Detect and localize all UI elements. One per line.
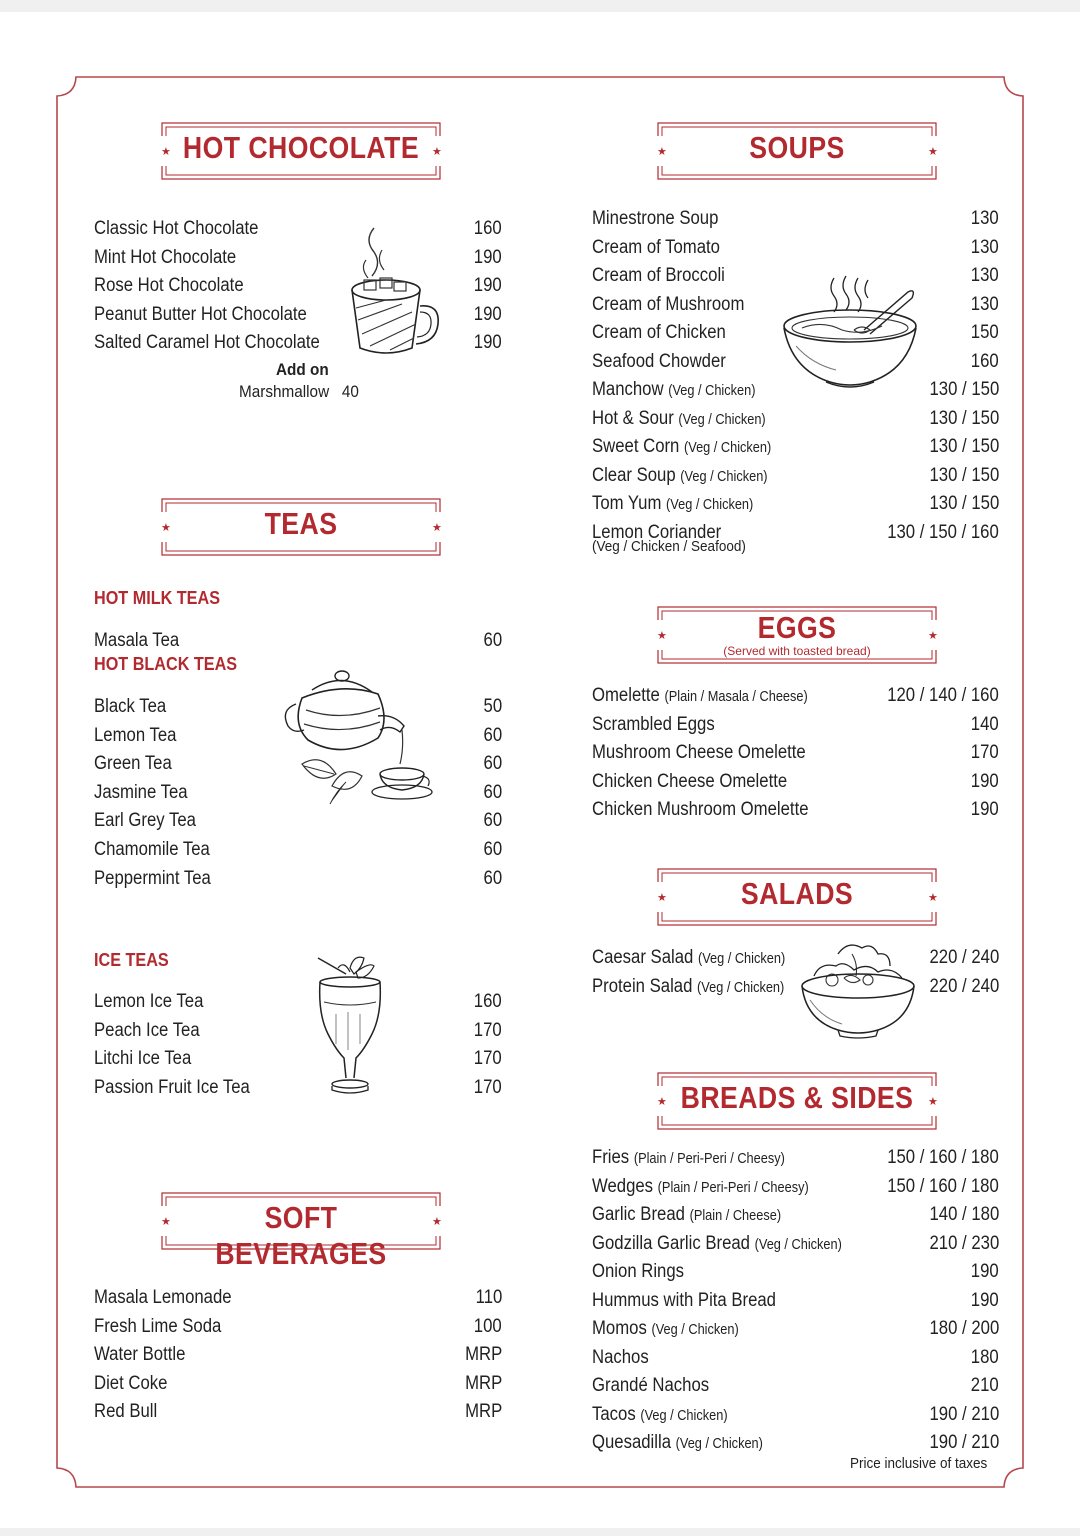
menu-item-row [592,1288,999,1314]
menu-item-name [94,1018,200,1044]
menu-item-name [94,628,179,654]
svg-text:★: ★ [657,1095,667,1108]
menu-item-title: Red Bull [94,1401,158,1423]
menu-item-name [94,1046,191,1072]
menu-item-title: Masala Tea [94,630,180,651]
menu-item-name [592,1202,781,1229]
menu-item-name [592,1288,776,1315]
menu-item-row [94,837,502,863]
menu-item-options: (Veg / Chicken) [640,1407,728,1424]
menu-item-name [94,1371,167,1397]
hot-milk-teas-label: HOT MILK TEAS [94,588,220,608]
menu-item-price: 190 [474,246,502,268]
menu-item-price: 130 / 150 / 160 [887,521,999,543]
menu-item-title: Classic Hot Chocolate [94,218,259,239]
teapot-icon [282,664,442,808]
menu-item-title: Fries [592,1147,630,1168]
menu-item-title: Cream of Chicken [592,322,726,343]
menu-item-price: 210 [971,1375,999,1396]
menu-item-name [592,1174,809,1201]
section-title: SALADS [740,876,854,911]
menu-item-row [592,1373,999,1399]
menu-item-price: 210 / 230 [929,1232,999,1254]
menu-item-name [592,206,718,233]
menu-item-name [592,463,768,490]
menu-item-name [94,1399,157,1425]
breads-sides-heading [654,1072,940,1130]
section-subtitle: (Served with toasted bread) [723,644,871,658]
footer-note: Price inclusive of taxes [850,1455,988,1472]
menu-item-row [94,1342,502,1368]
menu-item-name [592,1345,649,1372]
menu-item-row [592,683,999,709]
menu-item-row [592,1145,999,1171]
menu-item-row [592,463,999,489]
menu-item-price: 130 [971,236,999,258]
menu-item-name [592,491,753,518]
menu-item-title: Water Bottle [94,1344,186,1366]
svg-text:★: ★ [161,521,171,534]
menu-item-price: 60 [483,724,502,746]
menu-item-title: Fresh Lime Soda [94,1315,222,1337]
menu-item-title: Wedges [592,1175,654,1197]
menu-item-title: Peach Ice Tea [94,1019,200,1041]
soft-beverages-heading [158,1192,444,1271]
menu-item-price: 220 / 240 [929,947,999,968]
menu-item-title: Caesar Salad [592,947,694,968]
menu-item-title: Mushroom Cheese Omelette [592,742,806,764]
menu-item-name [592,263,725,290]
menu-item-options: (Veg / Chicken) [697,979,785,996]
menu-item-title: Garlic Bread [592,1204,685,1225]
menu-item-row [592,1231,999,1257]
menu-item-name [94,1314,221,1340]
menu-item-price: 130 / 150 [929,493,999,514]
section-title: TEAS [264,506,338,541]
menu-item-options: (Veg / Chicken) [680,468,768,485]
menu-item-title: Onion Rings [592,1261,685,1282]
menu-item-row [592,1345,999,1371]
menu-item-title: Hummus with Pita Bread [592,1289,776,1311]
menu-item-price: 60 [483,781,502,803]
menu-item-row [94,1018,502,1044]
menu-item-options: (Veg / Chicken) [668,383,756,399]
menu-item-title: Godzilla Garlic Bread [592,1232,750,1254]
menu-item-row [94,1075,502,1101]
menu-item-price: 150 / 160 / 180 [887,1147,999,1168]
addon-item-name: Marshmallow [239,382,330,401]
menu-item-name [592,945,785,972]
menu-item-title: Momos [592,1318,647,1339]
menu-item-title: Omelette [592,685,660,706]
menu-item-price: 130 / 150 [929,464,999,486]
section-title: HOT CHOCOLATE [182,130,420,165]
menu-item-row [94,628,502,654]
menu-item-title: Cream of Tomato [592,236,720,258]
menu-item-options: (Plain / Peri-Peri / Cheesy) [657,1179,809,1196]
menu-item-name [592,683,808,710]
menu-item-name [592,769,787,796]
menu-item-row [592,406,999,432]
menu-item-name [592,797,809,824]
menu-item-name [94,1342,185,1368]
menu-item-price: 160 [474,991,502,1012]
menu-item-name [94,216,258,242]
menu-item-title: Manchow [592,379,664,400]
svg-text:★: ★ [928,891,938,904]
menu-item-row [592,945,999,971]
menu-item-row [592,769,999,795]
menu-item-row [592,740,999,766]
svg-text:★: ★ [432,1215,442,1228]
svg-text:★: ★ [657,145,667,158]
menu-item-options: (Veg / Chicken) [651,1322,739,1338]
svg-text:★: ★ [928,145,938,158]
menu-item-row [592,1174,999,1200]
menu-item-row [94,1399,502,1425]
menu-item-title: Sweet Corn [592,436,680,457]
teas-heading [158,498,444,556]
menu-item-row [94,1285,502,1311]
svg-text:★: ★ [657,629,667,642]
menu-item-name [592,406,766,433]
menu-item-row [94,866,502,892]
menu-item-title: Lemon Coriander [592,521,722,543]
menu-item-price: 190 [474,332,502,354]
menu-page [0,12,1080,1528]
menu-item-options: (Veg / Chicken) [697,951,786,967]
menu-item-price: 60 [483,753,502,775]
menu-item-title: Lemon Tea [94,724,177,746]
ice-tea-glass-icon [316,954,386,1100]
menu-item-row [94,808,502,834]
menu-item-name [94,694,166,720]
menu-item-title: Seafood Chowder [592,350,726,372]
menu-item-price: 190 [971,1261,999,1282]
menu-item-title: Jasmine Tea [94,781,188,803]
menu-item-price: 60 [483,630,502,651]
menu-item-price: 130 [971,293,999,315]
menu-item-options: (Plain / Cheese) [689,1208,782,1224]
menu-item-price: 170 [474,1019,502,1041]
salad-bowl-icon [798,940,918,1040]
menu-item-row [94,989,502,1015]
hot-black-teas-label: HOT BLACK TEAS [94,654,238,674]
menu-item-title: Protein Salad [592,975,693,997]
menu-item-name [94,723,176,749]
menu-item-row [94,1046,502,1072]
menu-item-name [592,1430,763,1457]
menu-item-name [592,235,720,262]
menu-item-title: Diet Coke [94,1372,168,1394]
menu-item-name [94,989,203,1015]
menu-item-price: 120 / 140 / 160 [887,685,999,706]
menu-item-price: 190 [971,799,999,821]
menu-item-title: Salted Caramel Hot Chocolate [94,332,320,354]
menu-item-price: 130 / 150 [929,407,999,429]
addon-item [239,382,359,402]
menu-item-name [94,808,196,834]
menu-item-title: Chamomile Tea [94,839,210,860]
menu-item-name [592,377,755,404]
menu-item-row [592,491,999,517]
menu-item-name [94,302,307,328]
menu-item-name [592,349,726,376]
menu-item-row [592,1316,999,1342]
menu-item-price: 130 / 150 [929,436,999,457]
menu-item-title: Masala Lemonade [94,1287,232,1308]
soups-heading [654,122,940,180]
addon-label: Add on [276,360,329,379]
menu-item-row [592,712,999,738]
menu-item-name [592,712,715,739]
hot-chocolate-mug-icon [346,220,446,370]
menu-item-row [592,1259,999,1285]
lemon-coriander-options: (Veg / Chicken / Seafood) [592,538,746,555]
menu-item-name [592,320,726,347]
menu-item-name [592,1402,728,1429]
menu-item-title: Earl Grey Tea [94,810,196,832]
menu-item-title: Clear Soup [592,464,676,486]
menu-item-price: 140 [971,713,999,735]
menu-item-price: 170 [971,742,999,764]
menu-item-name [94,1075,250,1101]
svg-text:★: ★ [161,1215,171,1228]
menu-item-options: (Veg / Chicken) [754,1236,842,1253]
menu-item-row [592,974,999,1000]
svg-text:★: ★ [657,891,667,904]
menu-item-price: 220 / 240 [929,975,999,997]
menu-item-price: 130 [971,208,999,229]
menu-item-price: 160 [971,350,999,372]
menu-item-row [592,1430,999,1456]
menu-item-name [94,866,211,892]
menu-item-title: Minestrone Soup [592,208,719,229]
menu-item-price: 190 [474,275,502,297]
menu-item-options: (Veg / Chicken) [684,440,772,456]
menu-item-price: 60 [483,839,502,860]
menu-item-title: Litchi Ice Tea [94,1048,192,1070]
menu-item-title: Nachos [592,1346,649,1368]
menu-item-name [592,740,806,767]
svg-text:★: ★ [928,629,938,642]
menu-item-row [592,235,999,261]
section-title: SOFT BEVERAGES [215,1200,387,1271]
menu-item-price: 190 [971,1289,999,1311]
menu-item-name [94,780,188,806]
svg-text:★: ★ [432,145,442,158]
menu-item-name [592,292,744,319]
menu-item-name [94,1285,232,1311]
menu-item-title: Mint Hot Chocolate [94,246,237,268]
salads-heading [654,868,940,926]
menu-item-title: Tacos [592,1403,636,1425]
menu-item-title: Rose Hot Chocolate [94,275,244,297]
section-title: SOUPS [749,130,845,165]
menu-item-price: MRP [464,1401,502,1423]
menu-item-title: Chicken Cheese Omelette [592,770,788,792]
menu-item-price: 190 / 210 [929,1403,999,1425]
menu-item-price: 60 [483,867,502,889]
menu-item-name [592,434,771,461]
menu-item-name [592,974,784,1001]
menu-item-row [592,797,999,823]
menu-item-options: (Plain / Masala / Cheese) [664,689,808,705]
ice-teas-label: ICE TEAS [94,950,169,970]
menu-item-price: MRP [464,1372,502,1394]
menu-item-price: 130 / 150 [929,379,999,400]
menu-item-name [592,1145,785,1172]
menu-item-title: Scrambled Eggs [592,713,715,735]
menu-item-price: 140 / 180 [929,1204,999,1225]
section-title: BREADS & SIDES [680,1080,914,1115]
menu-item-row [592,1202,999,1228]
menu-item-price: 190 [474,303,502,325]
menu-item-price: 190 / 210 [929,1432,999,1453]
menu-item-title: Lemon Ice Tea [94,991,204,1012]
svg-text:★: ★ [432,521,442,534]
menu-item-options: (Plain / Peri-Peri / Cheesy) [633,1151,785,1167]
menu-item-price: 190 [971,770,999,792]
menu-item-price: 160 [474,218,502,239]
menu-item-price: MRP [464,1344,502,1366]
menu-item-price: 170 [474,1076,502,1098]
menu-item-price: 150 / 160 / 180 [887,1175,999,1197]
menu-item-price: 100 [474,1315,502,1337]
menu-item-title: Tom Yum [592,493,662,514]
menu-item-title: Grandé Nachos [592,1375,710,1396]
menu-item-price: 180 / 200 [929,1318,999,1339]
soup-bowl-icon [782,270,918,394]
menu-item-name [94,330,320,356]
menu-item-options: (Veg / Chicken) [678,411,766,428]
menu-item-options: (Veg / Chicken) [666,497,754,513]
menu-item-title: Peppermint Tea [94,867,211,889]
menu-item-title: Chicken Mushroom Omelette [592,799,809,821]
menu-item-name [94,245,236,271]
menu-item-title: Cream of Broccoli [592,265,725,286]
menu-item-price: 130 [971,265,999,286]
menu-item-price: 110 [475,1287,502,1308]
section-title: EGGS [757,610,837,645]
menu-item-price: 50 [483,696,502,717]
menu-item-price: 150 [971,322,999,343]
menu-item-name [94,273,244,299]
menu-item-title: Cream of Mushroom [592,293,745,315]
menu-item-name [592,1316,739,1343]
menu-item-title: Peanut Butter Hot Chocolate [94,303,307,325]
menu-item-options: (Veg / Chicken) [675,1436,763,1452]
menu-item-row [592,1402,999,1428]
menu-item-price: 170 [474,1048,502,1070]
eggs-heading [654,606,940,664]
svg-text:★: ★ [161,145,171,158]
menu-item-price: 180 [971,1346,999,1368]
svg-text:★: ★ [928,1095,938,1108]
addon-item-price: 40 [341,382,359,401]
menu-item-row [94,1371,502,1397]
menu-item-name [592,1259,684,1286]
menu-item-row [592,206,999,232]
menu-item-title: Green Tea [94,753,172,775]
menu-item-title: Passion Fruit Ice Tea [94,1076,250,1098]
menu-item-row [94,1314,502,1340]
menu-item-title: Quesadilla [592,1432,672,1453]
hot-chocolate-heading [158,122,444,180]
menu-item-name [592,1373,709,1400]
menu-item-name [94,837,210,863]
menu-item-row [592,434,999,460]
menu-item-price: 60 [483,810,502,832]
menu-item-title: Black Tea [94,696,167,717]
menu-item-name [94,751,172,777]
menu-item-title: Hot & Sour [592,407,674,429]
menu-item-name [592,1231,842,1258]
